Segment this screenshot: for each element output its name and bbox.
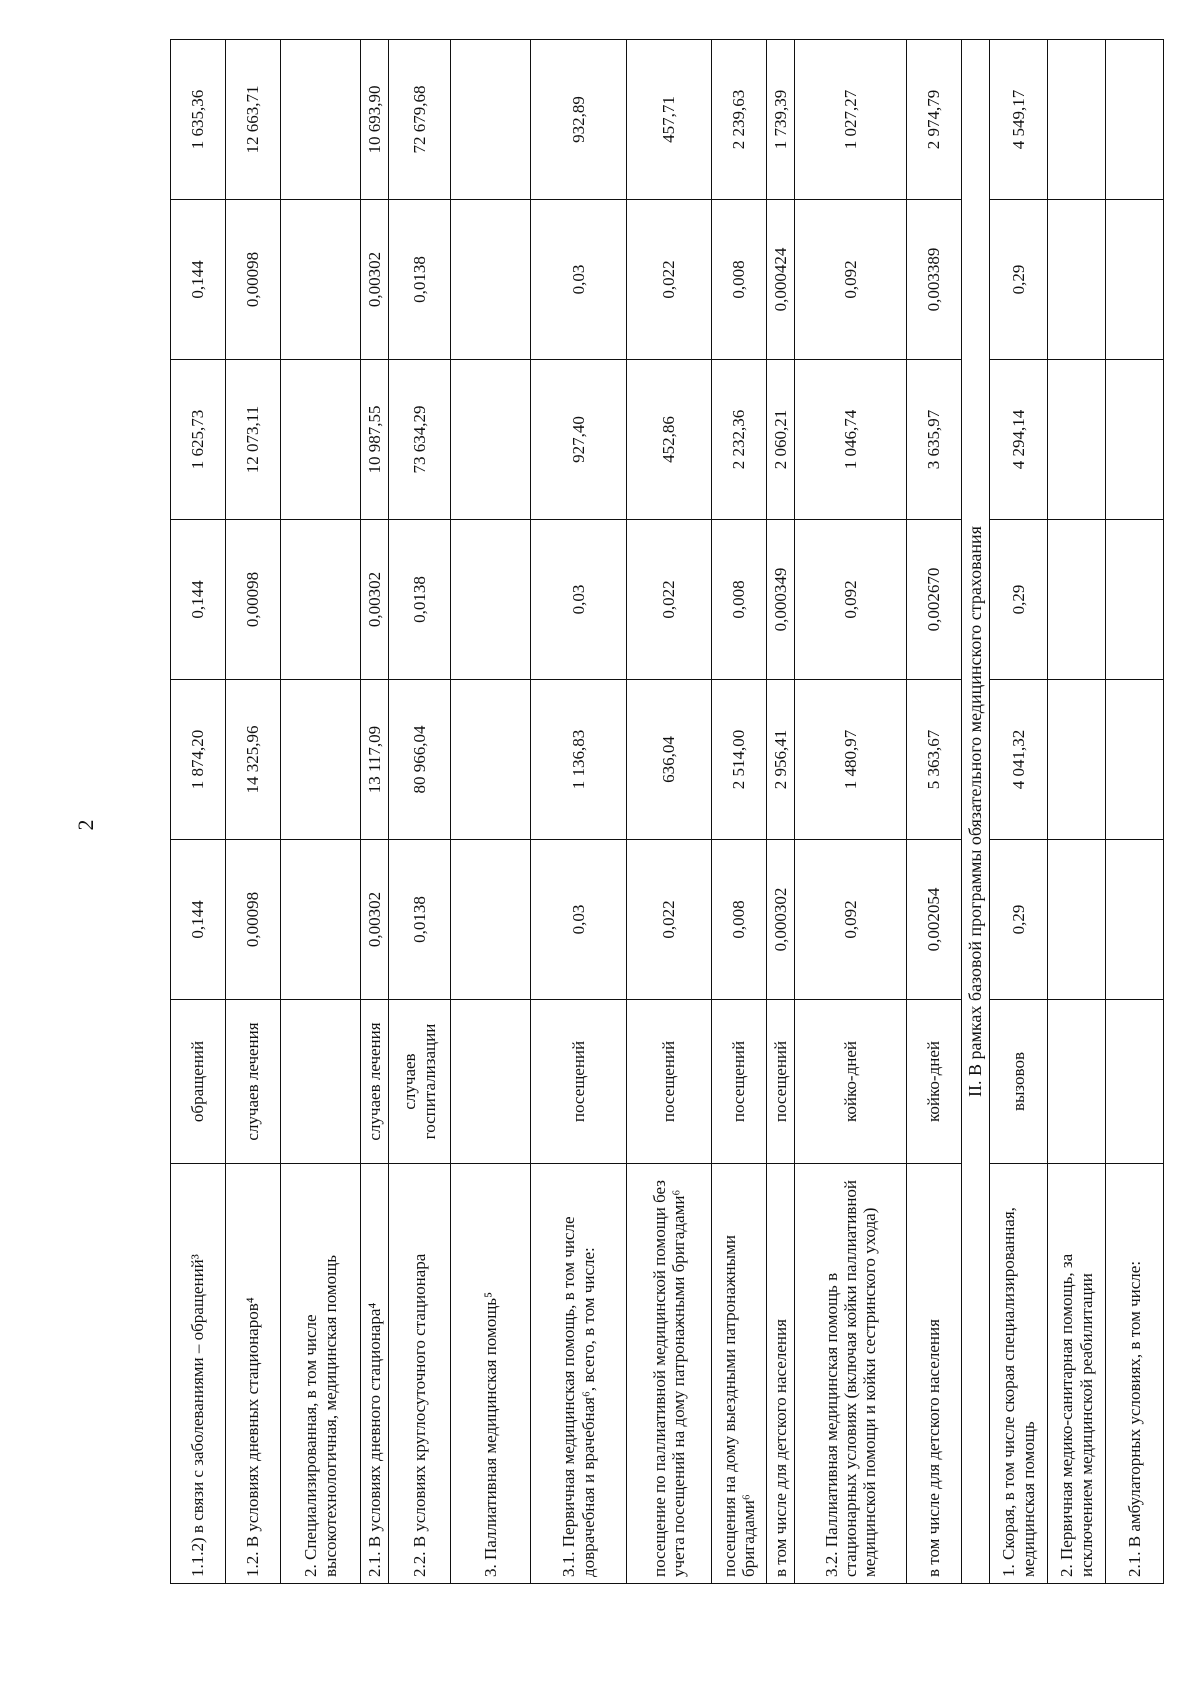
label-cell: посещение по паллиативной медицинской помощи без учета посещений на дому патронажными бригадами⁶ (627, 1164, 712, 1584)
col1-cell: 0,00302 (361, 840, 389, 1000)
label-cell: в том числе для детского населения (767, 1164, 795, 1584)
col1-cell (1106, 840, 1164, 1000)
col1-cell: 0,03 (531, 840, 627, 1000)
col5-cell: 0,092 (795, 200, 907, 360)
col4-cell: 12 073,11 (226, 360, 281, 520)
col3-cell (451, 520, 531, 680)
col3-cell: 0,00302 (361, 520, 389, 680)
col1-cell: 0,29 (990, 840, 1048, 1000)
table-row (451, 40, 531, 1584)
table-frame (170, 40, 1144, 1584)
col1-cell: 0,022 (627, 840, 712, 1000)
unit-cell (1048, 1000, 1106, 1164)
col4-cell: 1 625,73 (171, 360, 226, 520)
unit-cell: посещений (767, 1000, 795, 1164)
col1-cell (1048, 840, 1106, 1000)
col2-cell: 4 041,32 (990, 680, 1048, 840)
col4-cell: 927,40 (531, 360, 627, 520)
col6-cell: 1 739,39 (767, 40, 795, 200)
col5-cell: 0,008 (712, 200, 767, 360)
col5-cell: 0,000424 (767, 200, 795, 360)
label-cell: 2.2. В условиях круглосуточного стационара (389, 1164, 451, 1584)
col3-cell: 0,008 (712, 520, 767, 680)
col6-cell: 2 974,79 (907, 40, 962, 200)
unit-cell: случаев лечения (226, 1000, 281, 1164)
col5-cell (1106, 200, 1164, 360)
unit-cell: посещений (627, 1000, 712, 1164)
col2-cell: 1 480,97 (795, 680, 907, 840)
normatives-table (170, 39, 1164, 1584)
col4-cell (1106, 360, 1164, 520)
col2-cell (451, 680, 531, 840)
col6-cell: 2 239,63 (712, 40, 767, 200)
col4-cell: 452,86 (627, 360, 712, 520)
unit-cell: случаев госпитализации (389, 1000, 451, 1164)
col3-cell (281, 520, 361, 680)
col3-cell: 0,29 (990, 520, 1048, 680)
page-number: 2 (73, 819, 98, 831)
label-cell: в том числе для детского населения (907, 1164, 962, 1584)
table-row (1106, 40, 1164, 1584)
col2-cell: 2 956,41 (767, 680, 795, 840)
col4-cell: 3 635,97 (907, 360, 962, 520)
col6-cell (1106, 40, 1164, 200)
col1-cell: 0,00098 (226, 840, 281, 1000)
col5-cell (281, 200, 361, 360)
col6-cell (1048, 40, 1106, 200)
table-row (767, 40, 795, 1584)
col3-cell: 0,092 (795, 520, 907, 680)
col4-cell: 10 987,55 (361, 360, 389, 520)
label-cell: 2.1. В амбулаторных условиях, в том числе: (1106, 1164, 1164, 1584)
col2-cell: 1 874,20 (171, 680, 226, 840)
unit-cell: случаев лечения (361, 1000, 389, 1164)
label-cell: 3.2. Паллиативная медицинская помощь в стационарных условиях (включая койки паллиативной медицинской помощи и койки сестринского ухода) (795, 1164, 907, 1584)
col3-cell: 0,022 (627, 520, 712, 680)
col4-cell (1048, 360, 1106, 520)
col3-cell (1106, 520, 1164, 680)
col1-cell: 0,092 (795, 840, 907, 1000)
table-row (1048, 40, 1106, 1584)
col2-cell (1048, 680, 1106, 840)
table-row (627, 40, 712, 1584)
col5-cell: 0,29 (990, 200, 1048, 360)
col4-cell: 73 634,29 (389, 360, 451, 520)
col1-cell (281, 840, 361, 1000)
col2-cell: 1 136,83 (531, 680, 627, 840)
col2-cell: 80 966,04 (389, 680, 451, 840)
col6-cell (281, 40, 361, 200)
col4-cell: 4 294,14 (990, 360, 1048, 520)
col6-cell: 4 549,17 (990, 40, 1048, 200)
unit-cell: обращений (171, 1000, 226, 1164)
table-row (990, 40, 1048, 1584)
col5-cell: 0,0138 (389, 200, 451, 360)
col2-cell: 14 325,96 (226, 680, 281, 840)
col5-cell: 0,03 (531, 200, 627, 360)
col5-cell: 0,00302 (361, 200, 389, 360)
col6-cell: 932,89 (531, 40, 627, 200)
col5-cell: 0,00098 (226, 200, 281, 360)
col4-cell: 2 232,36 (712, 360, 767, 520)
unit-cell (451, 1000, 531, 1164)
table-row (281, 40, 361, 1584)
col6-cell: 12 663,71 (226, 40, 281, 200)
col2-cell (1106, 680, 1164, 840)
unit-cell: посещений (531, 1000, 627, 1164)
col3-cell: 0,03 (531, 520, 627, 680)
label-cell: 2. Специализированная, в том числе высокотехнологичная, медицинская помощь (281, 1164, 361, 1584)
col3-cell: 0,00098 (226, 520, 281, 680)
unit-cell: койко-дней (907, 1000, 962, 1164)
table-row (171, 40, 226, 1584)
col6-cell: 457,71 (627, 40, 712, 200)
label-cell: 1.2. В условиях дневных стационаров⁴ (226, 1164, 281, 1584)
table-row (226, 40, 281, 1584)
label-cell: посещения на дому выездными патронажными бригадами⁶ (712, 1164, 767, 1584)
col5-cell (451, 200, 531, 360)
col1-cell: 0,008 (712, 840, 767, 1000)
table-row (712, 40, 767, 1584)
table-row (795, 40, 907, 1584)
table-row (389, 40, 451, 1584)
col2-cell: 2 514,00 (712, 680, 767, 840)
label-cell: 1.1.2) в связи с заболеваниями – обращений³ (171, 1164, 226, 1584)
col5-cell (1048, 200, 1106, 360)
col1-cell: 0,0138 (389, 840, 451, 1000)
unit-cell (281, 1000, 361, 1164)
col6-cell: 1 635,36 (171, 40, 226, 200)
col2-cell: 636,04 (627, 680, 712, 840)
col4-cell: 1 046,74 (795, 360, 907, 520)
col6-cell: 10 693,90 (361, 40, 389, 200)
col3-cell: 0,000349 (767, 520, 795, 680)
col6-cell: 1 027,27 (795, 40, 907, 200)
col3-cell: 0,0138 (389, 520, 451, 680)
unit-cell: койко-дней (795, 1000, 907, 1164)
col2-cell: 5 363,67 (907, 680, 962, 840)
label-cell: 2.1. В условиях дневного стационара⁴ (361, 1164, 389, 1584)
col4-cell: 2 060,21 (767, 360, 795, 520)
col1-cell (451, 840, 531, 1000)
label-cell: 3.1. Первичная медицинская помощь, в том числе доврачебная и врачебная⁶, всего, в том числе: (531, 1164, 627, 1584)
col1-cell: 0,144 (171, 840, 226, 1000)
table-row (361, 40, 389, 1584)
col2-cell: 13 117,09 (361, 680, 389, 840)
unit-cell: посещений (712, 1000, 767, 1164)
col3-cell: 0,002670 (907, 520, 962, 680)
col5-cell: 0,022 (627, 200, 712, 360)
table-row (907, 40, 962, 1584)
col5-cell: 0,144 (171, 200, 226, 360)
col5-cell: 0,003389 (907, 200, 962, 360)
col4-cell (451, 360, 531, 520)
label-cell: 1. Скорая, в том числе скорая специализированная, медицинская помощь (990, 1164, 1048, 1584)
col3-cell: 0,144 (171, 520, 226, 680)
col1-cell: 0,000302 (767, 840, 795, 1000)
col6-cell (451, 40, 531, 200)
section-row (962, 40, 990, 1584)
label-cell: 2. Первичная медико-санитарная помощь, за исключением медицинской реабилитации (1048, 1164, 1106, 1584)
col6-cell: 72 679,68 (389, 40, 451, 200)
label-cell: 3. Паллиативная медицинская помощь⁵ (451, 1164, 531, 1584)
col3-cell (1048, 520, 1106, 680)
unit-cell: вызовов (990, 1000, 1048, 1164)
table-row (531, 40, 627, 1584)
section-title: II. В рамках базовой программы обязательного медицинского страхования (962, 40, 990, 1584)
col2-cell (281, 680, 361, 840)
col4-cell (281, 360, 361, 520)
col1-cell: 0,002054 (907, 840, 962, 1000)
unit-cell (1106, 1000, 1164, 1164)
